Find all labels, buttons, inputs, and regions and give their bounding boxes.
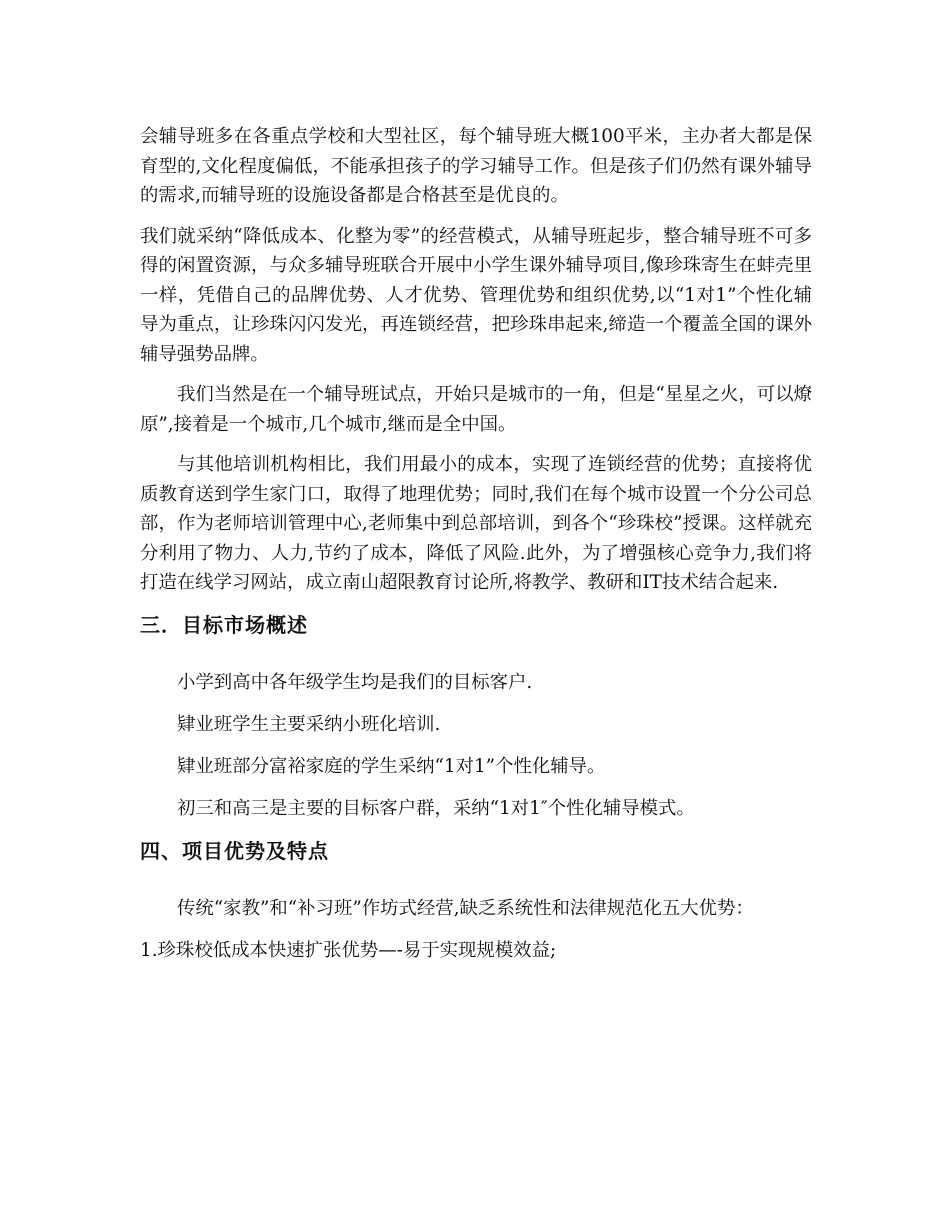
target-market-line: 肄业班学生主要采纳小班化培训. bbox=[177, 713, 441, 735]
paragraph-advantages: 与其他培训机构相比，我们用最小的成本，实现了连锁经营的优势；直接将优质教育送到学生家门口，取得了地理优势；同时,我们在每个城市设置一个分公司总部，作为老师培训管理中心,老师集中到总部培训，到各个“珍珠校”授课。这样就充分利用了物力、人力,节约了成本，降低了风险.此外，为了增强核心竞争力,我们将打造在线学习网站，成立南山超限教育讨论所,将教学、教研和IT技术结合起来. bbox=[140, 454, 812, 593]
paragraph-business-model: 我们就采纳“降低成本、化整为零”的经营模式，从辅导班起步，整合辅导班不可多得的闲置资源，与众多辅导班联合开展中小学生课外辅导项目,像珍珠寄生在蚌壳里一样，凭借自己的品牌优势、人才优势、管理优势和组织优势,以“1对1”个性化辅导为重点，让珍珠闪闪发光，再连锁经营，把珍珠串起来,缔造一个覆盖全国的课外辅导强势品牌。 bbox=[140, 225, 812, 365]
document-body bbox=[140, 122, 812, 966]
target-market-line: 初三和高三是主要的目标客户群，采纳“1对1″个性化辅导模式。 bbox=[177, 797, 695, 819]
advantage-list-item: 1.珍珠校低成本快速扩张优势—-易于实现规模效益; bbox=[140, 939, 557, 961]
advantages-intro: 传统“家教”和“补习班”作坊式经营,缺乏系统性和法律规范化五大优势： bbox=[177, 897, 754, 919]
section-heading-project-advantages: 四、项目优势及特点 bbox=[140, 838, 329, 863]
target-market-line: 肄业班部分富裕家庭的学生采纳“1对1”个性化辅导。 bbox=[177, 755, 606, 777]
section-heading-target-market: 三．目标市场概述 bbox=[140, 612, 308, 637]
paragraph-pilot: 我们当然是在一个辅导班试点，开始只是城市的一角，但是“星星之火，可以燎原”,接着是一个城市,几个城市,继而是全中国。 bbox=[140, 384, 812, 435]
target-market-line: 小学到高中各年级学生均是我们的目标客户. bbox=[177, 671, 533, 693]
paragraph-intro: 会辅导班多在各重点学校和大型社区，每个辅导班大概100平米，主办者大都是保育型的,文化程度偏低，不能承担孩子的学习辅导工作。但是孩子们仍然有课外辅导的需求,而辅导班的设施设备都是合格甚至是优良的。 bbox=[140, 126, 812, 206]
